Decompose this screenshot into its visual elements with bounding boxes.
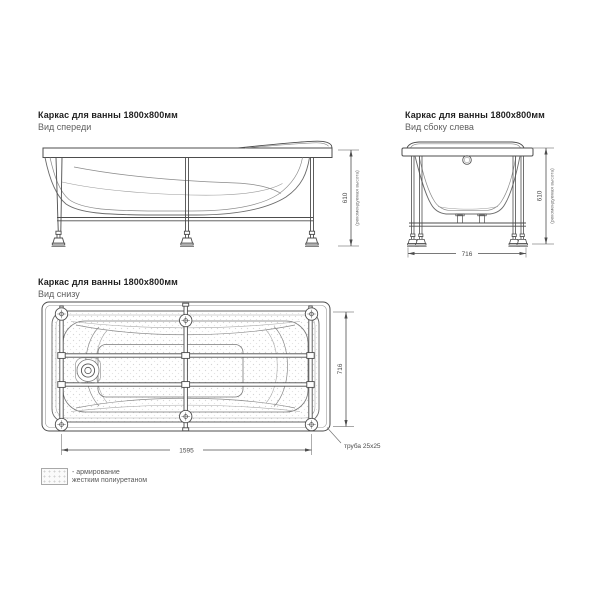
pipe-callout <box>327 428 381 451</box>
bottom-dim-width-value: 716 <box>336 363 344 375</box>
front-dim-height-value: 610 <box>342 192 349 204</box>
bottom-view-title: Каркас для ванны 1800x800мм <box>38 277 178 287</box>
legend <box>41 468 147 485</box>
bathtub-front-svg <box>36 137 366 255</box>
legend-label <box>72 468 147 485</box>
side-feet <box>407 234 528 246</box>
front-view-subtitle: Вид спереди <box>38 122 92 132</box>
side-view-title: Каркас для ванны 1800x800мм <box>405 110 545 120</box>
side-view-drawing <box>398 136 573 262</box>
legend-label-line2: жестким полиуретаном <box>72 477 148 484</box>
bottom-view-subtitle: Вид снизу <box>38 289 80 299</box>
side-view-header <box>405 110 545 133</box>
overflow-hole <box>463 156 472 165</box>
front-view-title: Каркас для ванны 1800x800мм <box>38 110 178 120</box>
side-rim <box>402 142 533 156</box>
bathtub-bottom-svg <box>36 297 406 472</box>
front-rim <box>43 141 332 157</box>
side-dim-width-value: 716 <box>461 251 473 258</box>
front-tub-bowl <box>45 158 310 216</box>
bathtub-side-svg <box>398 136 573 262</box>
side-dim-height-note: (рекомендуемая высота) <box>550 168 556 224</box>
side-dim-height-value: 610 <box>536 190 544 202</box>
front-view-drawing <box>36 137 366 255</box>
legend-swatch-polyurethane <box>41 468 68 485</box>
front-feet <box>52 231 320 246</box>
side-height-dimension <box>532 148 556 244</box>
bottom-width-dimension <box>333 312 354 427</box>
legend-label-line1: - армирование <box>72 469 120 476</box>
bottom-dim-length-value: 1595 <box>179 447 194 455</box>
front-dim-height-note: (рекомендуемая высота) <box>355 170 361 226</box>
pipe-callout-label: труба 25х25 <box>344 443 381 450</box>
bottom-length-dimension <box>62 434 312 455</box>
side-view-subtitle: Вид сбоку слева <box>405 122 474 132</box>
front-frame <box>56 158 314 234</box>
side-width-dimension <box>408 248 526 259</box>
front-view-header <box>38 110 178 133</box>
bottom-view-drawing <box>36 297 406 472</box>
front-height-dimension <box>338 150 361 246</box>
side-tub-body <box>415 156 520 214</box>
